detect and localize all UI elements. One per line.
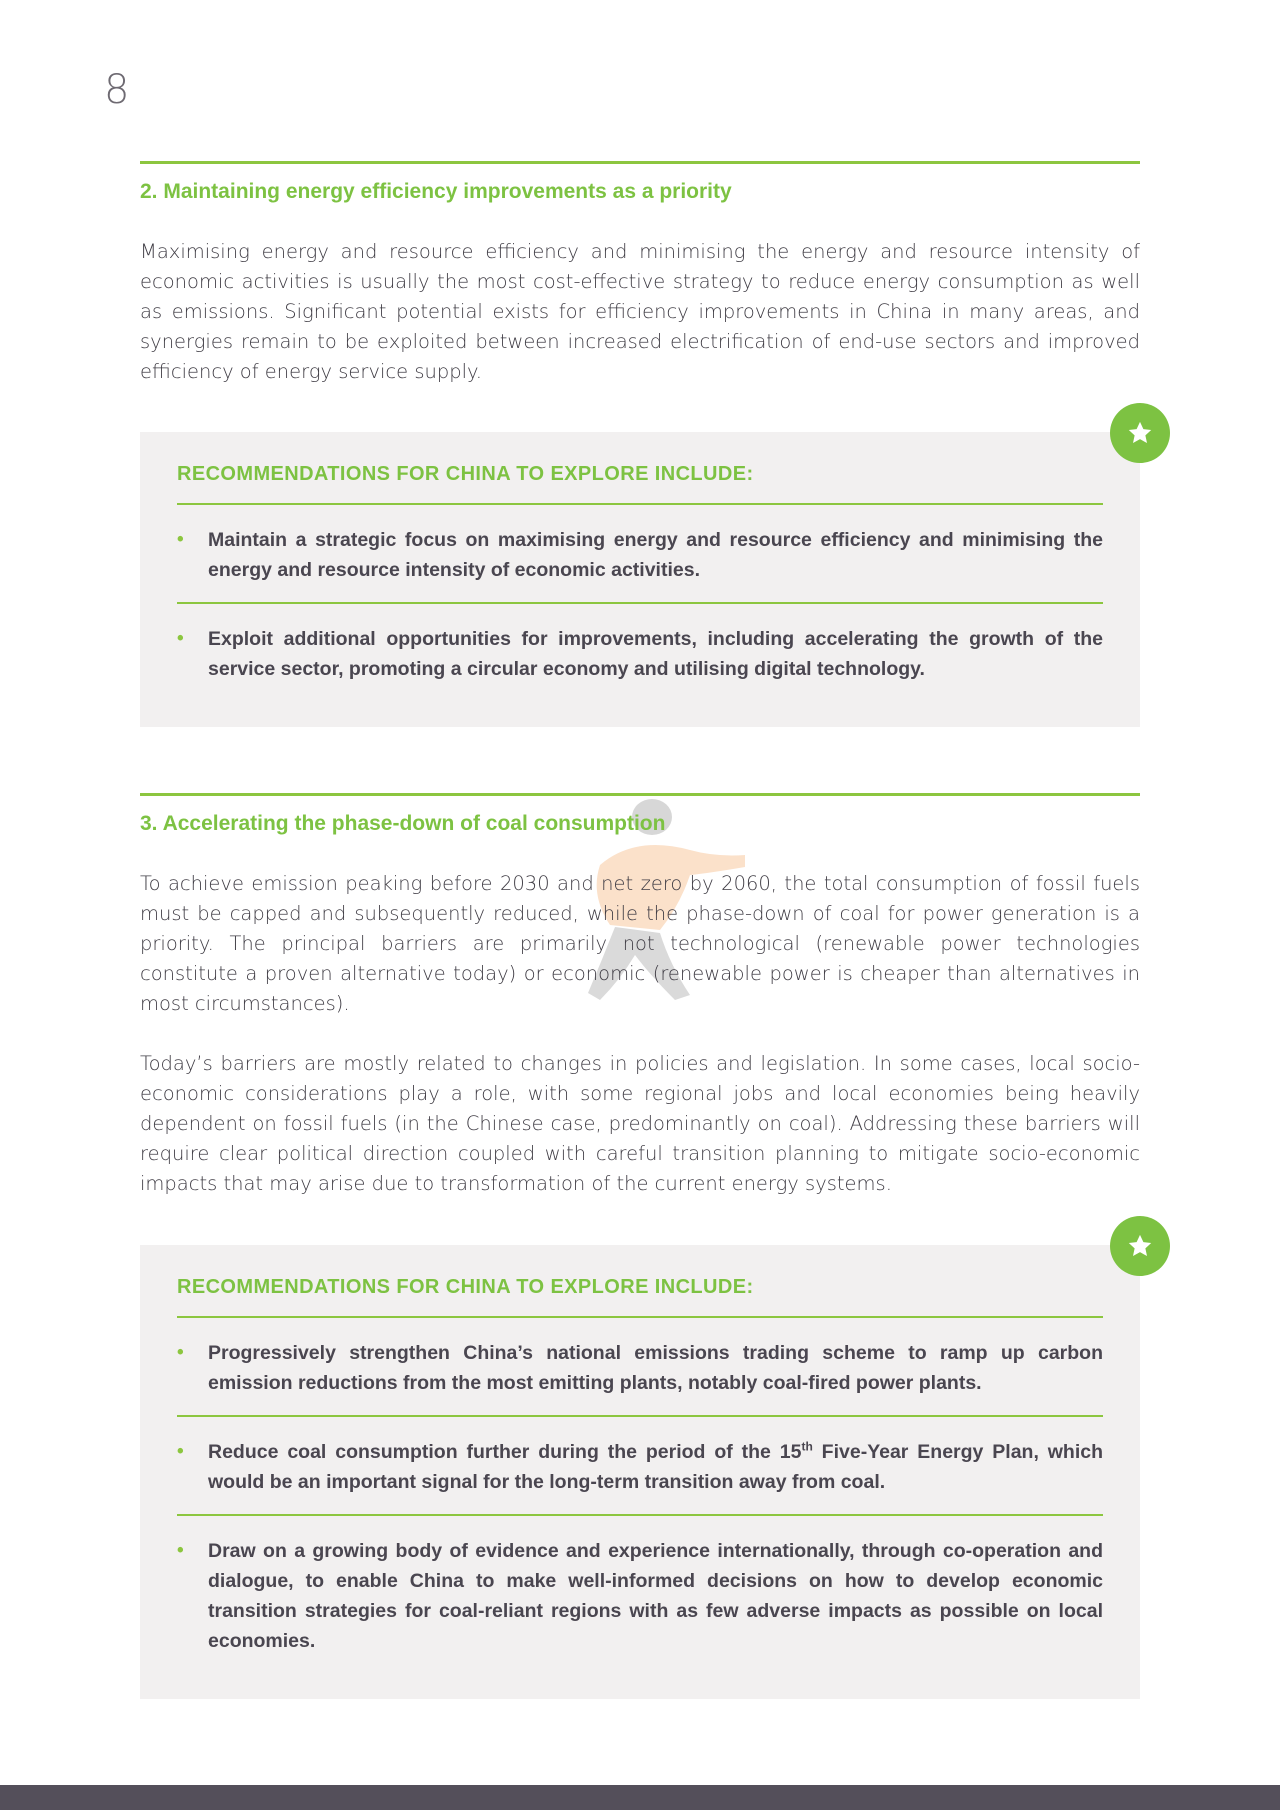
recommendation-item (177, 1417, 1103, 1514)
section-2-paragraph: Maximising energy and resource efficiency and minimising the energy and resource intensity of economic activities is usually the most cost-effective strategy to reduce energy consumption as well as emissions. Significant potential exists for efficiency improvements in China in many areas, and synergies remain to be exploited between increased electrification of end-use sectors and improved efficiency of energy service supply. (140, 240, 1140, 384)
section-3-paragraph-2: Today’s barriers are mostly related to changes in policies and legislation. In some cases, local socio-economic considerations play a role, with some regional jobs and local economies being heavily dependent on fossil fuels (in the Chinese case, predominantly on coal). Addressing these barriers will require clear political direction coupled with careful transition planning to mitigate socio-economic impacts that may arise due to transformation of the current energy systems. (140, 1052, 1140, 1196)
recommendation-item (177, 505, 1103, 602)
recommendation-text (208, 1441, 1103, 1493)
recommendation-text: Progressively strengthen China’s national emissions trading scheme to ramp up carbon emission reductions from the most emitting plants, notably coal-fired power plants. (208, 1342, 1103, 1394)
footer-band (0, 1785, 1280, 1810)
bullet-icon: • (177, 628, 184, 649)
star-badge (1110, 1216, 1170, 1276)
section-3-paragraph-1: To achieve emission peaking before 2030 and net zero by 2060, the total consumption of fossil fuels must be capped and subsequently reduced, while the phase-down of coal for power generation is a priority. The principal barriers are primarily not technological (renewable power technologies constitute a proven alternative today) or economic (renewable power is cheaper than alternatives in most circumstances). (140, 872, 1140, 1016)
recommendations-box-1 (140, 432, 1140, 727)
section-2-title: 2. Maintaining energy efficiency improvements as a priority (140, 180, 732, 203)
section-divider (140, 161, 1140, 164)
recommendations-box-2 (140, 1245, 1140, 1699)
recommendation-item (177, 1516, 1103, 1673)
recommendations-heading: RECOMMENDATIONS FOR CHINA TO EXPLORE INCLUDE: (177, 463, 754, 485)
section-divider (140, 793, 1140, 796)
recommendation-item (177, 604, 1103, 701)
bullet-icon: • (177, 529, 184, 550)
recommendation-text: Draw on a growing body of evidence and experience internationally, through co-operation and dialogue, to enable China to make well-informed decisions on how to develop economic transition strategies for coal-reliant regions with as few adverse impacts as possible on local economies. (208, 1540, 1103, 1652)
recommendation-text-part: Reduce coal consumption further during the period of the 15 (208, 1441, 802, 1463)
star-icon (1126, 1232, 1154, 1260)
bullet-icon: • (177, 1342, 184, 1363)
recommendation-item (177, 1318, 1103, 1415)
section-3-title: 3. Accelerating the phase-down of coal consumption (140, 812, 666, 835)
section-2 (140, 161, 1140, 387)
section-3 (140, 793, 1140, 1199)
ordinal-suffix: th (801, 1439, 813, 1454)
recommendation-text: Exploit additional opportunities for improvements, including accelerating the growth of the service sector, promoting a circular economy and utilising digital technology. (208, 628, 1103, 680)
recommendations-heading: RECOMMENDATIONS FOR CHINA TO EXPLORE INCLUDE: (177, 1276, 754, 1298)
page-number: 8 (104, 67, 130, 113)
star-icon (1126, 419, 1154, 447)
bullet-icon: • (177, 1540, 184, 1561)
star-badge (1110, 403, 1170, 463)
recommendation-text-part: Five-Year Energy Plan, which would be an important signal for the long-term transition away from coal. (208, 1441, 1103, 1493)
recommendation-text: Maintain a strategic focus on maximising energy and resource efficiency and minimising the energy and resource intensity of economic activities. (208, 529, 1103, 581)
bullet-icon: • (177, 1441, 184, 1462)
